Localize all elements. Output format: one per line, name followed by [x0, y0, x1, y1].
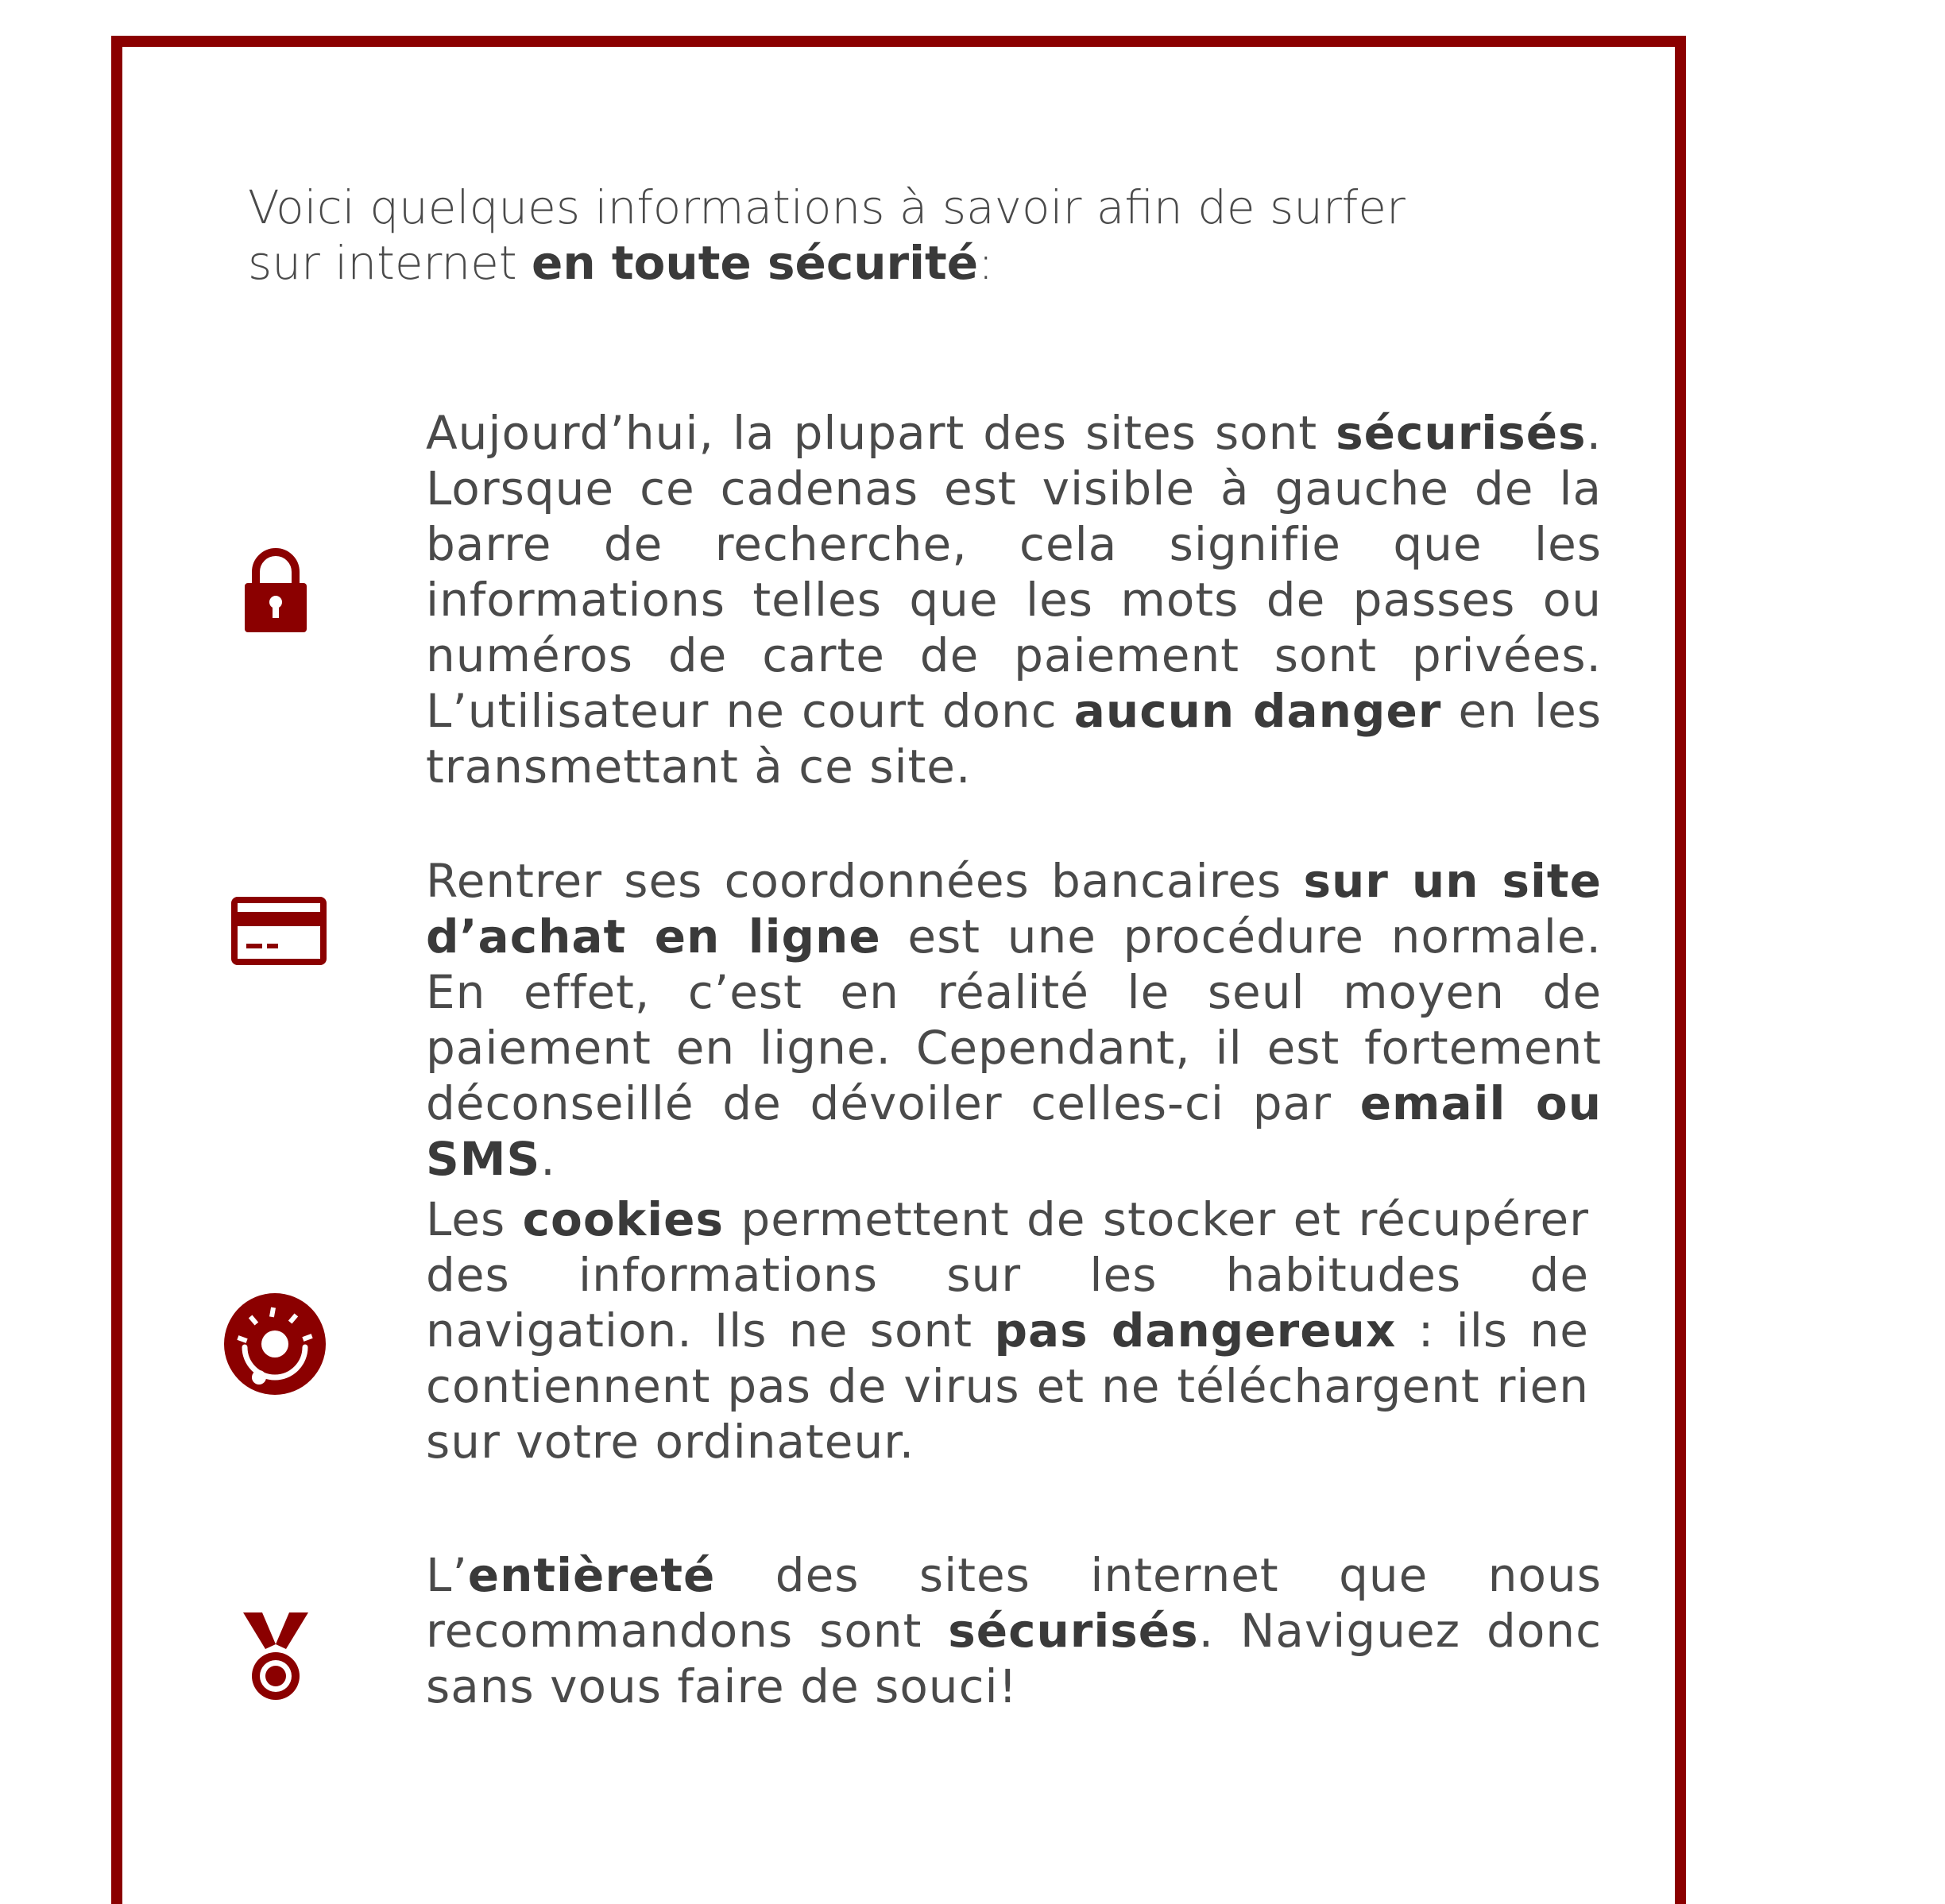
paragraph-text: : ils ne contiennent pas de virus et ne téléchargent rien sur votre ordinateur. — [426, 1303, 1589, 1469]
paragraph-emphasis: aucun danger — [1073, 684, 1442, 738]
paragraph-secure-sites — [426, 405, 1602, 794]
padlock-icon — [242, 548, 310, 635]
paragraph-text: Aujourd’hui, la plupart des sites sont — [426, 406, 1336, 460]
paragraph-text: permettent de stocker et récupérer des informations sur les habitudes de navigation. Ils ne sont — [426, 1192, 1590, 1358]
intro-emphasis: en toute sécurité — [532, 236, 979, 290]
intro-line-2-end: : — [978, 236, 994, 290]
paragraph-recommended-sites — [426, 1547, 1602, 1714]
paragraph-text: en les transmettant à ce site. — [426, 684, 1602, 794]
paragraph-text: Rentrer ses coordonnées bancaires — [426, 854, 1304, 908]
paragraph-emphasis: sécurisés — [948, 1604, 1199, 1658]
paragraph-text: Les — [426, 1192, 523, 1246]
medal-icon — [242, 1609, 310, 1705]
intro-text — [248, 180, 1487, 291]
paragraph-emphasis: email ou SMS — [426, 1076, 1602, 1186]
paragraph-bank-details — [426, 853, 1602, 1187]
paragraph-text: . Naviguez donc sans vous faire de souci! — [426, 1604, 1602, 1713]
paragraph-text: L’ — [426, 1548, 468, 1602]
paragraph-emphasis: cookies — [522, 1192, 724, 1246]
credit-card-icon — [230, 896, 327, 966]
paragraph-text: . Lorsque ce cadenas est visible à gauche de la barre de recherche, cela signifie que les informations telles que les mots de passes ou numéros de carte de paiement sont privées. L’utilisateur ne court donc — [426, 406, 1602, 738]
cookie-icon — [222, 1292, 327, 1396]
intro-line-2-start: sur internet — [248, 236, 532, 290]
paragraph-text: est une procédure normale. En effet, c’est en réalité le seul moyen de paiement en ligne. Cependant, il est fortement déconseillé de dévoiler celles-ci par — [426, 910, 1602, 1130]
paragraph-text: des sites internet que nous recommandons sont — [426, 1548, 1602, 1658]
paragraph-cookies — [426, 1191, 1589, 1470]
paragraph-emphasis: entièreté — [467, 1548, 716, 1602]
paragraph-emphasis: sécurisés — [1336, 406, 1587, 460]
intro-line-1: Voici quelques informations à savoir afin de surfer — [248, 180, 1406, 234]
paragraph-emphasis: sur un site d’achat en ligne — [426, 854, 1602, 964]
paragraph-emphasis: pas dangereux — [994, 1303, 1397, 1358]
paragraph-text: . — [540, 1132, 556, 1186]
